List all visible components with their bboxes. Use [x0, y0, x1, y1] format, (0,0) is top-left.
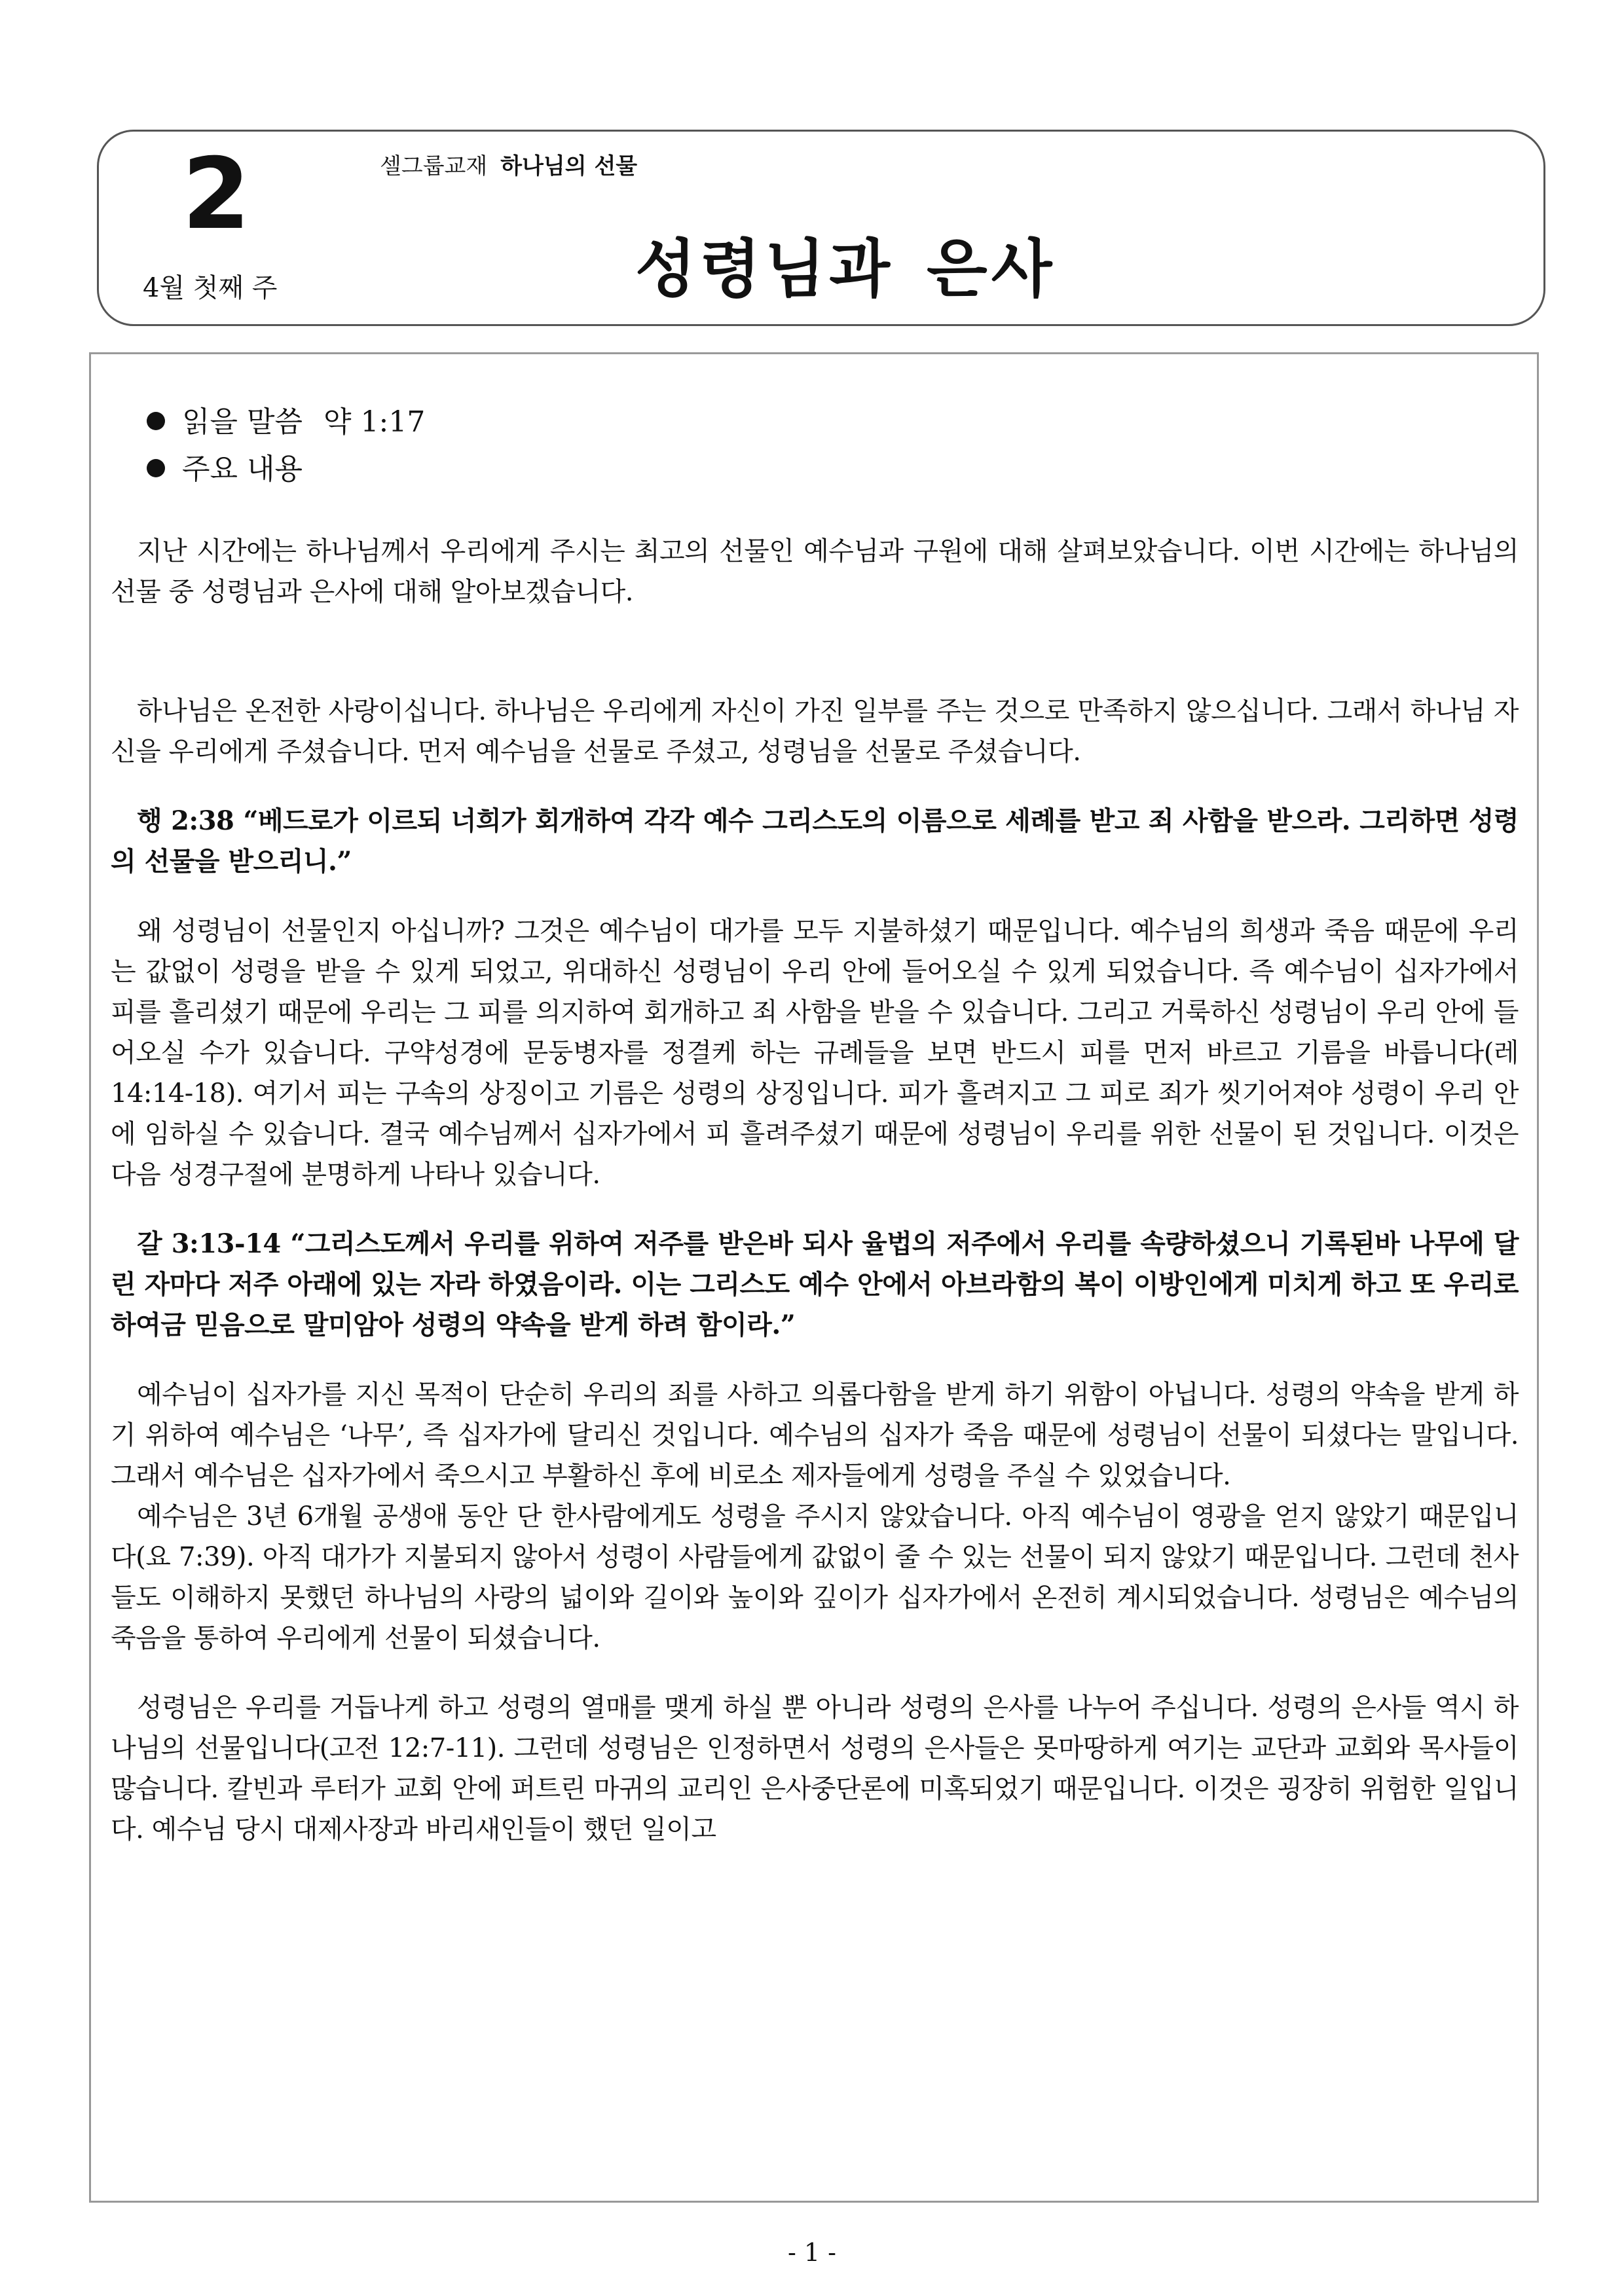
summary-bullet — [111, 446, 1519, 493]
series-name: 하나님의 선물 — [500, 153, 638, 179]
series-label: 셀그룹교재 — [380, 153, 488, 179]
reading-reference: 약 1:17 — [323, 405, 426, 439]
paragraph-cross-purpose: 예수님이 십자가를 지신 목적이 단순히 우리의 죄를 사하고 의롭다함을 받게 하기 위함이 아닙니다. 성령의 약속을 받게 하기 위하여 예수님은 ‘나무’, 즉 십자가에 달리신 것입니다. 예수님의 십자가 죽음 때문에 성령님이 선물이 되셨다는 말입니다. 그래서 예수님은 십자가에서 죽으시고 부활하신 후에 비로소 제자들에게 성령을 주실 수 있었습니다. — [111, 1380, 1519, 1491]
verse-gal-3-13: 갈 3:13-14 “그리스도께서 우리를 위하여 저주를 받은바 되사 율법의 저주에서 우리를 속량하셨으니 기록된바 나무에 달린 자마다 저주 아래에 있는 자라 하였음이라. 이는 그리스도 예수 안에서 아브라함의 복이 이방인에게 미치게 하고 또 우리로 하여금 믿음으로 말미암아 성령의 약속을 받게 하려 함이라.” — [111, 1228, 1519, 1340]
series-line — [380, 148, 637, 180]
paragraph-ministry: 예수님은 3년 6개월 공생애 동안 단 한사람에게도 성령을 주시지 않았습니다. 아직 예수님이 영광을 얻지 않았기 때문입니다(요 7:39). 아직 대가가 지불되지 않아서 성령이 사람들에게 값없이 줄 수 있는 선물이 되지 않았기 때문입니다. 그런데 천사들도 이해하지 못했던 하나님의 사랑의 넓이와 길이와 높이와 깊이가 십자가에서 온전히 계시되었습니다. 성령님은 예수님의 죽음을 통하여 우리에게 선물이 되셨습니다. — [111, 1501, 1519, 1653]
bullet-dot-icon — [147, 459, 165, 477]
paragraph-intro: 지난 시간에는 하나님께서 우리에게 주시는 최고의 선물인 예수님과 구원에 대해 살펴보았습니다. 이번 시간에는 하나님의 선물 중 성령님과 은사에 대해 알아보겠습니다. — [111, 536, 1519, 607]
lesson-number: 2 — [182, 138, 251, 251]
page-number: - 1 - — [787, 2238, 836, 2267]
bullet-dot-icon — [147, 412, 165, 430]
reading-label: 읽을 말씀 — [182, 405, 303, 439]
verse-acts-2-38: 행 2:38 “베드로가 이르되 너희가 회개하여 각각 예수 그리스도의 이름으로 세례를 받고 죄 사함을 받으라. 그리하면 성령의 선물을 받으리니.” — [111, 805, 1519, 877]
title-part1: 성령님과 — [635, 232, 894, 306]
paragraph-love: 하나님은 온전한 사랑이십니다. 하나님은 우리에게 자신이 가진 일부를 주는 것으로 만족하지 않으십니다. 그래서 하나님 자신을 우리에게 주셨습니다. 먼저 예수님을 선물로 주셨고, 성령님을 선물로 주셨습니다. — [111, 696, 1519, 767]
page-title — [635, 219, 1056, 309]
content-box — [89, 352, 1539, 2203]
title-part2: 은사 — [926, 232, 1056, 306]
paragraph-gifts: 성령님은 우리를 거듭나게 하고 성령의 열매를 맺게 하실 뿐 아니라 성령의 은사를 나누어 주십니다. 성령의 은사들 역시 하나님의 선물입니다(고전 12:7-11). 그런데 성령님은 인정하면서 성령의 은사들은 못마땅하게 여기는 교단과 교회와 목사들이 많습니다. 칼빈과 루터가 교회 안에 퍼트린 마귀의 교리인 은사중단론에 미혹되었기 때문입니다. 이것은 굉장히 위험한 일입니다. 예수님 당시 대제사장과 바리새인들이 했던 일이고 — [111, 1693, 1519, 1845]
paragraph-why-gift: 왜 성령님이 선물인지 아십니까? 그것은 예수님이 대가를 모두 지불하셨기 때문입니다. 예수님의 희생과 죽음 때문에 우리는 값없이 성령을 받을 수 있게 되었고, 위대하신 성령님이 우리 안에 들어오실 수 있게 되었습니다. 즉 예수님이 십자가에서 피를 흘리셨기 때문에 우리는 그 피를 의지하여 회개하고 죄 사함을 받을 수 있습니다. 그리고 거룩하신 성령님이 우리 안에 들어오실 수가 있습니다. 구약성경에 문둥병자를 정결케 하는 규례들을 보면 반드시 피를 먼저 바르고 기름을 바릅니다(레 14:14-18). 여기서 피는 구속의 상징이고 기름은 성령의 상징입니다. 피가 흘려지고 그 피로 죄가 씻기어져야 성령이 우리 안에 임하실 수 있습니다. 결국 예수님께서 십자가에서 피 흘려주셨기 때문에 성령님이 우리를 위한 선물이 된 것입니다. 이것은 다음 성경구절에 분명하게 나타나 있습니다. — [111, 916, 1519, 1190]
content-body — [111, 399, 1519, 1850]
week-label: 4월 첫째 주 — [143, 273, 278, 303]
reading-bullet — [111, 399, 1519, 446]
summary-label: 주요 내용 — [182, 452, 303, 486]
